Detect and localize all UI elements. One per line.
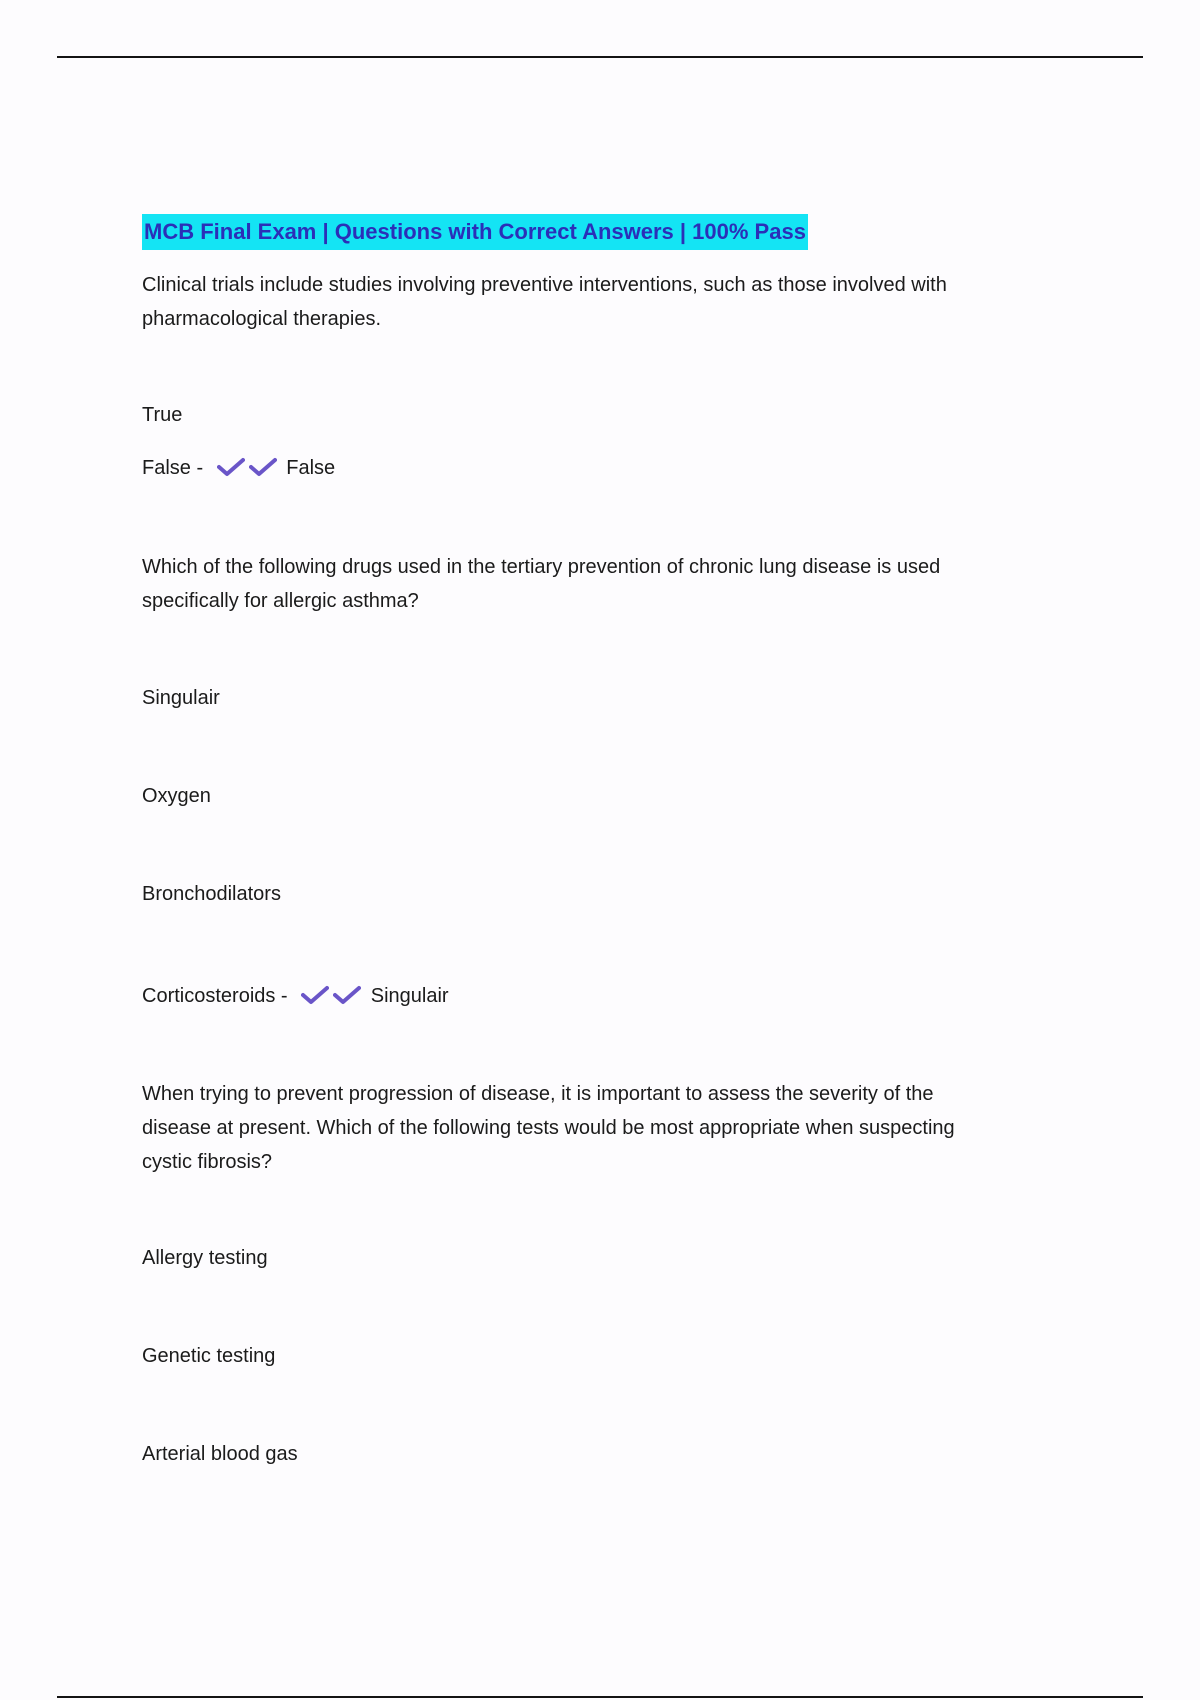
q1-option-false-label: False - (142, 457, 204, 479)
q2-answer-marks (301, 979, 365, 1013)
q2-answer: Singulair (370, 985, 449, 1007)
q2-option-3: Bronchodilators (142, 883, 281, 905)
q2-text-line-1: Which of the following drugs used in the tertiary prevention of chronic lung disease is used (142, 556, 941, 578)
q2-option-1: Singulair (142, 687, 220, 709)
checkmark-icon (217, 457, 245, 477)
footer-rule (57, 1696, 1143, 1698)
q2-option-4-label: Corticosteroids - (142, 985, 288, 1007)
q2-text-line-2: specifically for allergic asthma? (142, 590, 419, 612)
q1-option-false (142, 451, 335, 485)
document-title: MCB Final Exam | Questions with Correct Answers | 100% Pass (142, 214, 808, 250)
q3-text-line-3: cystic fibrosis? (142, 1151, 273, 1173)
q1-text-line-1: Clinical trials include studies involving preventive interventions, such as those involved with (142, 274, 947, 296)
q3-text-line-1: When trying to prevent progression of disease, it is important to assess the severity of the (142, 1083, 934, 1105)
q2-option-2: Oxygen (142, 785, 211, 807)
q1-option-true: True (142, 404, 183, 426)
q3-option-3: Arterial blood gas (142, 1443, 298, 1465)
q3-option-1: Allergy testing (142, 1247, 268, 1269)
checkmark-icon (333, 985, 361, 1005)
q3-text-line-2: disease at present. Which of the following tests would be most appropriate when suspecting (142, 1117, 955, 1139)
q1-answer: False (286, 457, 336, 479)
header-rule (57, 56, 1143, 58)
q3-option-2: Genetic testing (142, 1345, 276, 1367)
q1-answer-marks (217, 451, 281, 485)
q2-option-4 (142, 979, 449, 1013)
checkmark-icon (249, 457, 277, 477)
checkmark-icon (301, 985, 329, 1005)
q1-text-line-2: pharmacological therapies. (142, 308, 382, 330)
